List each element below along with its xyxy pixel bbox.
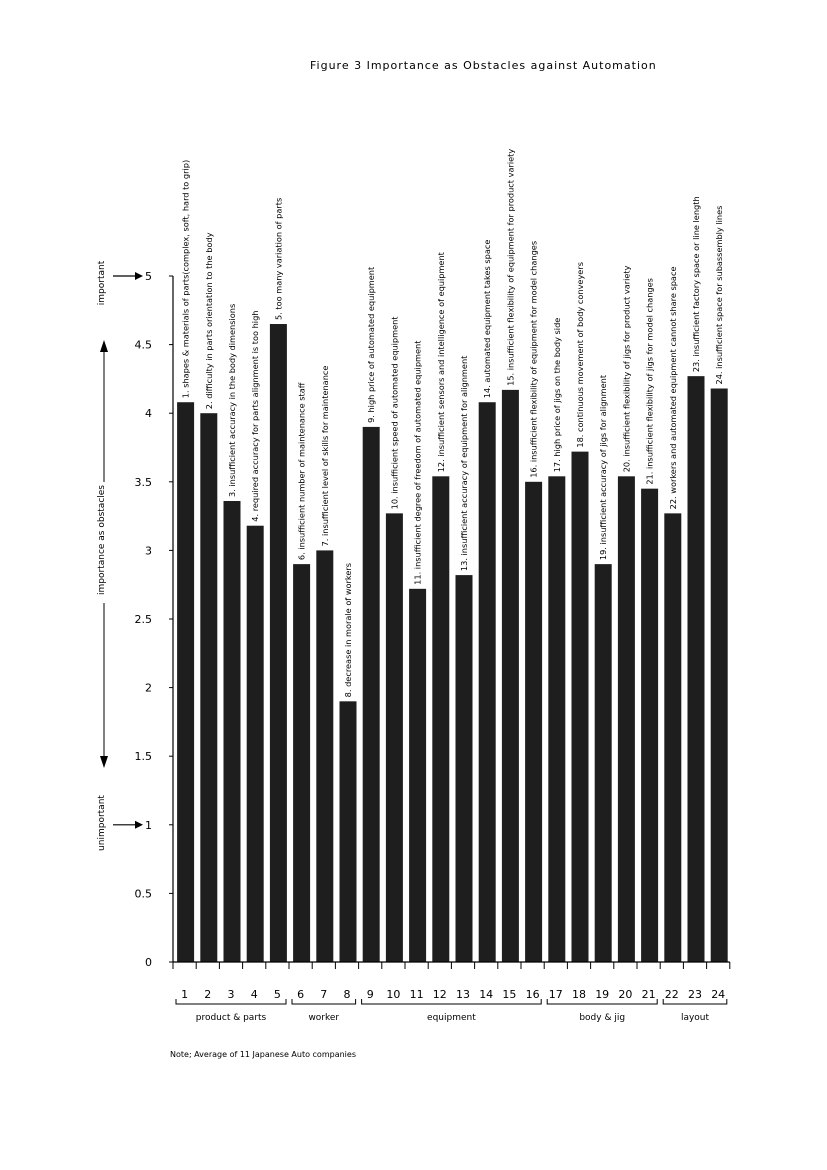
bar-label-7: 7. insufficient level of skills for maintenance bbox=[319, 365, 330, 547]
x-tick-label: 6 bbox=[297, 988, 305, 1001]
y-tick-label: 2.5 bbox=[134, 613, 152, 626]
bar-11 bbox=[409, 589, 426, 962]
bar-label-13: 13. insufficient accuracy of equipment for alignment bbox=[459, 355, 469, 572]
x-tick-label: 1 bbox=[181, 988, 189, 1001]
x-tick-label: 8 bbox=[343, 988, 351, 1001]
important-arrowhead bbox=[135, 272, 143, 280]
bar-17 bbox=[548, 476, 565, 962]
unimportant-marker-label: unimportant bbox=[97, 795, 107, 851]
x-tick-label: 10 bbox=[386, 988, 401, 1001]
bar-18 bbox=[572, 452, 589, 962]
unimportant-arrowhead bbox=[135, 821, 143, 829]
bar-label-18: 18. continuous movement of body conveyers bbox=[575, 262, 585, 448]
x-tick-label: 3 bbox=[227, 988, 235, 1001]
bar-2 bbox=[200, 413, 217, 962]
y-axis-title: importance as obstacles bbox=[97, 485, 107, 595]
bar-7 bbox=[316, 550, 333, 962]
bar-5 bbox=[270, 324, 287, 962]
bar-label-19: 19. insufficient accuracy of jigs for alignment bbox=[598, 374, 609, 561]
y-tick-label: 0 bbox=[145, 956, 152, 969]
y-tick-label: 3 bbox=[145, 544, 152, 558]
bar-label-16: 16. insufficient flexibility of equipment for model changes bbox=[528, 240, 539, 478]
x-tick-label: 7 bbox=[320, 988, 328, 1001]
y-tick-label: 1 bbox=[145, 818, 152, 832]
x-tick-label: 24 bbox=[711, 988, 726, 1001]
y-tick-label: 3.5 bbox=[134, 475, 152, 489]
x-tick-label: 13 bbox=[456, 988, 470, 1001]
bar-label-20: 20. insufficient flexibility of jigs for product variety bbox=[621, 265, 632, 473]
x-tick-label: 18 bbox=[572, 988, 586, 1001]
bar-label-17: 17. high price of jigs on the body side bbox=[551, 317, 562, 473]
bar-15 bbox=[502, 390, 519, 962]
x-axis bbox=[173, 962, 730, 1001]
bar-label-24: 24. insufficient space for subassembly lines bbox=[714, 205, 725, 385]
group-label: body & jig bbox=[579, 1013, 626, 1023]
bar-label-3: 3. insufficient accuracy in the body dimensions bbox=[227, 303, 237, 498]
x-tick-label: 4 bbox=[250, 988, 258, 1001]
x-tick-label: 15 bbox=[502, 988, 517, 1001]
x-tick-label: 17 bbox=[548, 988, 563, 1001]
y-tick-label: 4.5 bbox=[134, 338, 152, 352]
x-tick-label: 23 bbox=[688, 988, 702, 1001]
bar-20 bbox=[618, 476, 635, 962]
bar-16 bbox=[525, 482, 542, 962]
chart-title: Figure 3 Importance as Obstacles against Automation bbox=[310, 59, 657, 72]
y-tick-label: 1.5 bbox=[134, 750, 152, 764]
y-tick-label: 4 bbox=[145, 407, 152, 421]
important-marker-label: important bbox=[97, 260, 107, 306]
bar-9 bbox=[363, 427, 380, 962]
x-tick-label: 12 bbox=[432, 988, 447, 1001]
bar-label-5: 5. too many variation of parts bbox=[273, 197, 284, 321]
bar-label-21: 21. insufficient flexibility of jigs for model changes bbox=[644, 278, 655, 485]
bar-13 bbox=[456, 575, 473, 962]
chart-note: Note; Average of 11 Japanese Auto companies bbox=[170, 1050, 356, 1059]
group-label: layout bbox=[680, 1013, 710, 1023]
x-tick-label: 22 bbox=[664, 988, 679, 1001]
bar-label-4: 4. required accuracy for parts alignment is too high bbox=[250, 310, 261, 522]
y-tick-label: 0.5 bbox=[134, 887, 152, 901]
bar-1 bbox=[177, 402, 194, 962]
x-tick-label: 16 bbox=[525, 988, 540, 1001]
bar-6 bbox=[293, 564, 310, 962]
x-tick-label: 19 bbox=[595, 988, 610, 1001]
bar-3 bbox=[224, 501, 241, 962]
bar-label-1: 1. shapes & materials of parts(complex, soft, hard to grip) bbox=[180, 159, 191, 399]
bar-4 bbox=[247, 526, 264, 962]
group-label: worker bbox=[308, 1013, 340, 1023]
bar-label-10: 10. insufficient speed of automated equipment bbox=[389, 316, 400, 510]
x-tick-label: 2 bbox=[204, 988, 212, 1001]
bar-label-22: 22. workers and automated equipment cannot share space bbox=[667, 266, 678, 510]
bar-19 bbox=[595, 564, 612, 962]
bar-label-12: 12. insufficient sensors and intelligence of equipment bbox=[435, 252, 446, 473]
bar-14 bbox=[479, 402, 496, 962]
bar-24 bbox=[711, 389, 728, 962]
group-label: equipment bbox=[427, 1013, 476, 1023]
bar-label-2: 2. difficulty in parts orientation to the body bbox=[203, 232, 214, 410]
bar-label-23: 23. insufficient factory space or line length bbox=[691, 196, 701, 373]
x-tick-label: 9 bbox=[366, 988, 374, 1001]
x-tick-label: 14 bbox=[479, 988, 494, 1001]
bar-label-14: 14. automated equipment takes space bbox=[482, 239, 493, 399]
up-arrowhead bbox=[100, 340, 108, 352]
down-arrowhead bbox=[100, 756, 108, 768]
y-tick-label: 5 bbox=[145, 270, 152, 283]
bar-label-6: 6. insufficient number of maintenance staff bbox=[296, 382, 307, 561]
bar-12 bbox=[432, 476, 449, 962]
bar-23 bbox=[688, 376, 705, 962]
bar-10 bbox=[386, 513, 403, 962]
bar-21 bbox=[641, 489, 658, 962]
x-tick-label: 21 bbox=[641, 988, 656, 1001]
y-axis bbox=[135, 270, 174, 969]
x-tick-label: 20 bbox=[618, 988, 633, 1001]
group-label: product & parts bbox=[195, 1013, 267, 1023]
bar-label-11: 11. insufficient degree of freedom of automated equipment bbox=[412, 340, 423, 585]
bar-22 bbox=[664, 513, 681, 962]
bar-label-8: 8. decrease in morale of workers bbox=[343, 562, 353, 698]
bar-8 bbox=[340, 701, 357, 962]
bar-label-15: 15. insufficient flexibility of equipment for product variety bbox=[505, 148, 516, 386]
y-tick-label: 2 bbox=[145, 681, 152, 695]
x-tick-label: 11 bbox=[409, 988, 424, 1001]
category-groups bbox=[176, 999, 727, 1023]
x-tick-label: 5 bbox=[273, 988, 281, 1001]
bar-label-9: 9. high price of automated equipment bbox=[366, 266, 377, 423]
